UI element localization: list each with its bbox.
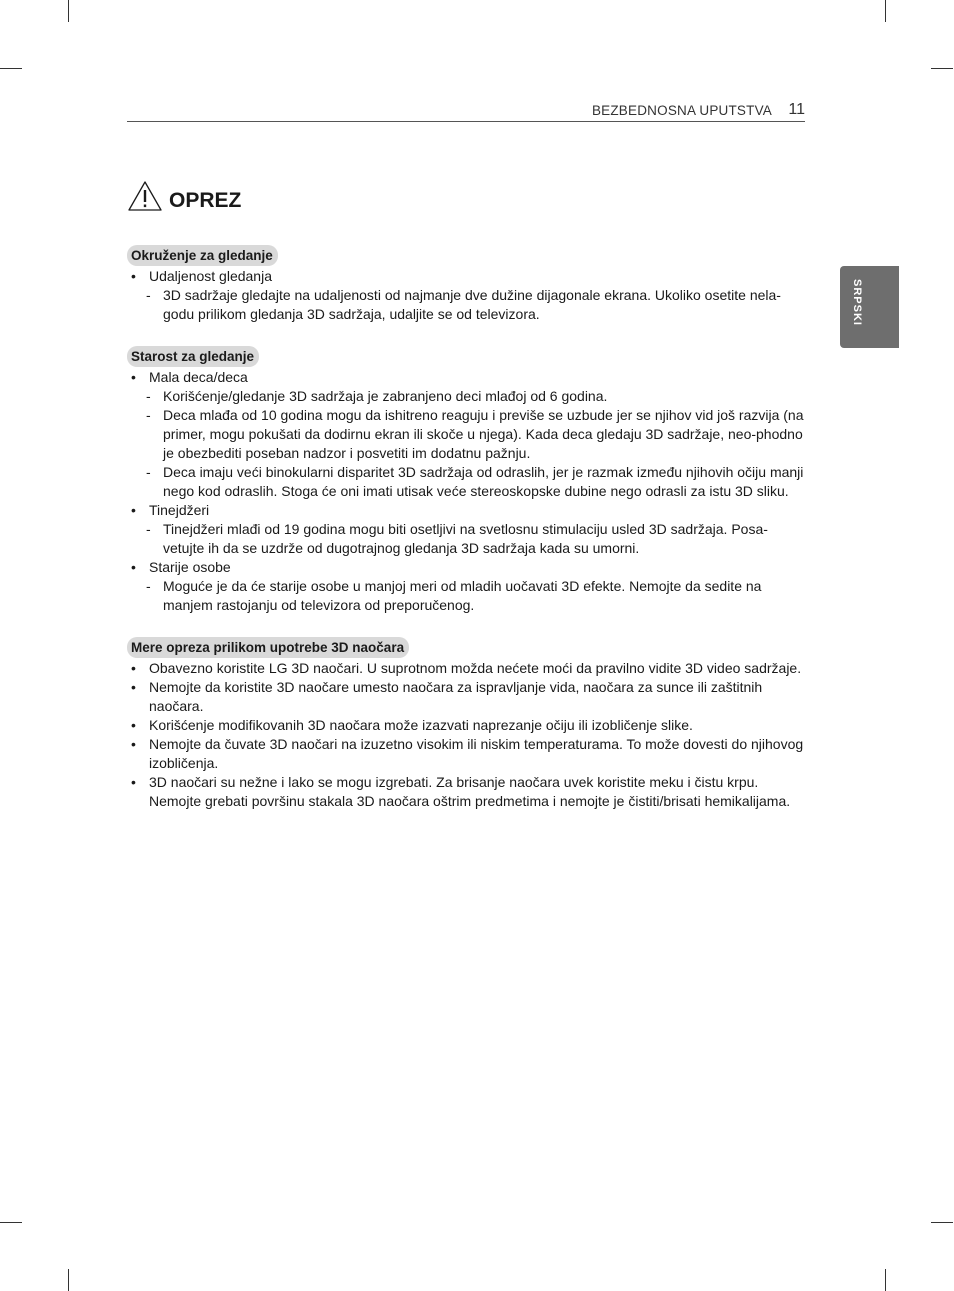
section-viewing-environment <box>127 245 807 324</box>
crop-mark <box>931 68 953 69</box>
language-tab <box>840 266 899 348</box>
sub-list-item: - Deca mlađa od 10 godina mogu da ishitreno reaguju i previše se uzbude jer se njihov vid još razvija (na primer, mogu pokušati da dodirnu ekran ili skoče u njega). Kada deca gledaju 3D sadržaje, neo-phodno je obezbediti poseban nadzor i posvetiti im dodatnu pažnju. <box>127 406 807 463</box>
section-heading: Mere opreza prilikom upotrebe 3D naočara <box>127 637 409 658</box>
header-section-title: BEZBEDNOSNA UPUTSTVA <box>591 103 772 118</box>
section-3d-glasses-precautions <box>127 637 807 811</box>
list-item: • Nemojte da čuvate 3D naočari na izuzetno visokim ili niskim temperaturama. To može dovesti do njihovog izobličenja. <box>127 735 807 773</box>
sub-list <box>149 520 807 558</box>
caution-heading <box>127 176 241 212</box>
sub-list-item: - 3D sadržaje gledajte na udaljenosti od najmanje dve dužine dijagonale ekrana. Ukoliko osetite nela-godu prilikom gledanja 3D sadržaja, udaljite se od televizora. <box>127 286 807 324</box>
crop-mark <box>885 0 886 22</box>
page-header <box>127 100 805 122</box>
list-item <box>127 501 807 558</box>
crop-mark <box>0 1222 22 1223</box>
list-item: • Nemojte da koristite 3D naočare umesto naočara za ispravljanje vida, naočara za sunce ili zaštitnih naočara. <box>127 678 807 716</box>
sub-list <box>149 286 807 324</box>
caution-title: OPREZ <box>169 189 242 212</box>
crop-mark <box>0 68 22 69</box>
section-heading: Okruženje za gledanje <box>127 245 278 266</box>
list-item <box>127 368 807 501</box>
sub-list <box>149 387 807 501</box>
page-number: 11 <box>788 101 805 118</box>
warning-triangle-icon <box>127 180 163 212</box>
list-item-text: Starije osobe <box>149 559 231 575</box>
bullet-list <box>127 659 807 811</box>
list-item: • 3D naočari su nežne i lako se mogu izgrebati. Za brisanje naočara uvek koristite meku i čistu krpu. Nemojte grebati površinu stakala 3D naočara oštrim predmetima i nemojte je čistiti/brisati hemikalijama. <box>127 773 807 811</box>
section-viewing-age <box>127 346 807 615</box>
sub-list-item: - Korišćenje/gledanje 3D sadržaja je zabranjeno deci mlađoj od 6 godina. <box>127 387 807 406</box>
content <box>127 245 807 833</box>
list-item: • Obavezno koristite LG 3D naočari. U suprotnom možda nećete moći da pravilno vidite 3D video sadržaje. <box>127 659 807 678</box>
crop-mark <box>68 0 69 22</box>
crop-mark <box>931 1222 953 1223</box>
list-item-text: Udaljenost gledanja <box>149 268 272 284</box>
sub-list-item: - Tinejdžeri mlađi od 19 godina mogu biti osetljivi na svetlosnu stimulaciju usled 3D sadržaja. Posa-vetujte ih da se uzdrže od dugotrajnog gledanja 3D sadržaja kada su umorni. <box>127 520 807 558</box>
section-heading: Starost za gledanje <box>127 346 259 367</box>
language-tab-label: SRPSKI <box>851 279 863 326</box>
sub-list-item: - Deca imaju veći binokularni disparitet 3D sadržaja od odraslih, jer je razmak između njihovih očiju manji nego kod odraslih. Stoga će oni imati utisak veće stereoskopske dubine nego odrasli za istu 3D sliku. <box>127 463 807 501</box>
list-item: • Korišćenje modifikovanih 3D naočara može izazvati naprezanje očiju ili izobličenje slike. <box>127 716 807 735</box>
list-item-text: Tinejdžeri <box>149 502 210 518</box>
sub-list-item: - Moguće je da će starije osobe u manjoj meri od mladih uočavati 3D efekte. Nemojte da sedite na manjem rastojanju od televizora od preporučenog. <box>127 577 807 615</box>
bullet-list <box>127 368 807 615</box>
crop-mark <box>885 1269 886 1291</box>
list-item <box>127 558 807 615</box>
crop-mark <box>68 1269 69 1291</box>
list-item-text: Mala deca/deca <box>149 369 248 385</box>
sub-list <box>149 577 807 615</box>
list-item <box>127 267 807 324</box>
bullet-list <box>127 267 807 324</box>
